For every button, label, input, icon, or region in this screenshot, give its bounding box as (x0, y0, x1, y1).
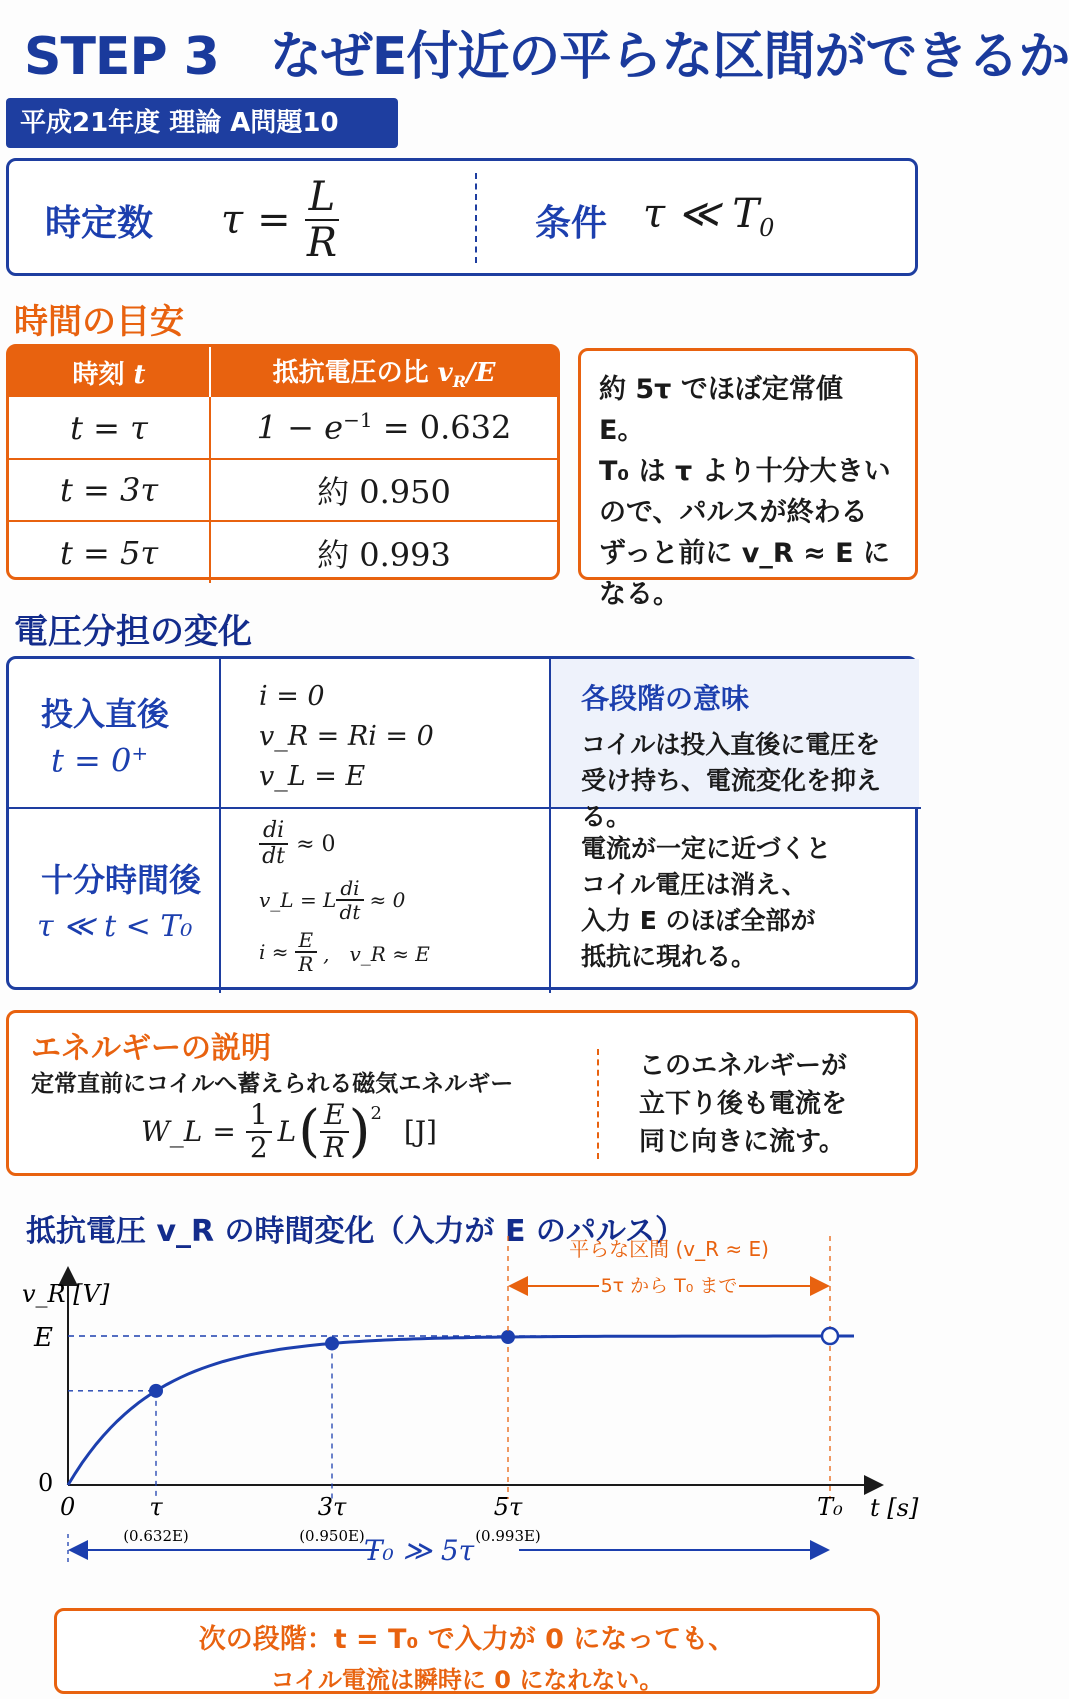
stage2-time: τ ≪ t < T₀ (37, 909, 193, 944)
stage1-equations: i = 0 v_R = Ri = 0 v_L = E (259, 681, 434, 792)
flat-range-annotation: 5τ から T₀ まで (600, 1275, 738, 1297)
y-tick-label: 0 (38, 1469, 54, 1497)
t0-open-point (822, 1328, 838, 1344)
y-tick-label: E (34, 1323, 53, 1353)
energy-formula: W_L = $\frac{1}{2}$ L ( $\frac{E}{R}$ ) $^2$ [J] (141, 1097, 437, 1164)
x-tick-label: 0 (60, 1493, 76, 1521)
guide-row: t = 5τ 約 0.993 (9, 521, 557, 583)
data-point (501, 1330, 515, 1344)
data-point (149, 1384, 163, 1398)
graph-title: 抵抗電圧 v_R の時間変化（入力が E のパルス） (26, 1214, 686, 1249)
x-tick-label: τ (149, 1493, 163, 1521)
time-constant-box (6, 158, 918, 276)
stage2-eq1: $\frac{di}{dt}$ ≈ 0 (259, 819, 336, 869)
next-line1: 次の段階：t = T₀ で入力が 0 になっても、 (198, 1624, 736, 1655)
x-tick-sublabel: (0.993E) (475, 1527, 541, 1545)
time-constant-formula: τ = $\frac{L}{R}$ (221, 175, 339, 265)
problem-tag: 平成21年度 理論 A問題10 (6, 98, 398, 148)
guide-col1-header: 時刻 t (72, 359, 146, 390)
guide-table (6, 344, 560, 580)
next-step-box (54, 1608, 880, 1694)
energy-desc: 定常直前にコイルへ蓄えられる磁気エネルギー (31, 1071, 514, 1097)
divider (475, 173, 477, 263)
page-title: STEP 3 なぜE付近の平らな区間ができるか (24, 27, 1069, 87)
stage1-time: t = 0+ (51, 741, 149, 780)
x-tick-label: 3τ (317, 1493, 347, 1521)
stage1-label: 投入直後 (41, 695, 170, 733)
condition-formula: τ ≪ $T_0$ (643, 191, 775, 242)
energy-box (6, 1010, 918, 1176)
energy-heading: エネルギーの説明 (31, 1031, 271, 1066)
x-tick-sublabel: (0.950E) (299, 1527, 365, 1545)
stage2-eq2: v_L = L $\frac{di}{dt}$ ≈ 0 (259, 876, 406, 924)
span-annotation: T₀ ≫ 5τ (363, 1534, 475, 1567)
x-axis-label: t [s] (870, 1494, 919, 1522)
voltage-table (6, 656, 918, 990)
stage2-meaning: 電流が一定に近づくと コイル電圧は消え、 入力 E のほぼ全部が 抵抗に現れる。 (581, 834, 832, 971)
guide-heading: 時間の目安 (14, 302, 184, 342)
energy-note: このエネルギーが 立下り後も電流を 同じ向きに流す。 (639, 1051, 848, 1157)
vr-curve (68, 1336, 854, 1485)
x-tick-sublabel: (0.632E) (123, 1527, 189, 1545)
meaning-heading: 各段階の意味 (581, 682, 750, 715)
flat-annotation: 平らな区間 (v_R ≈ E) (569, 1237, 769, 1261)
guide-col2-header: 抵抗電圧の比 $v_R/E$ (210, 347, 557, 397)
voltage-heading: 電圧分担の変化 (14, 612, 252, 652)
guide-row: t = 3τ 約 0.950 (9, 459, 557, 521)
guide-row: t = τ $1 - e^{-1} = 0.632$ (9, 397, 557, 459)
x-tick-label: T₀ (817, 1493, 843, 1521)
stage2-eq3: i ≈ $\frac{E}{R}$ , v_R ≈ E (259, 928, 430, 976)
next-line2: コイル電流は瞬時に 0 になれない。 (270, 1666, 664, 1694)
x-tick-label: 5τ (493, 1493, 523, 1521)
vr-time-chart (0, 1237, 926, 1570)
guide-note: 約 5τ でほぼ定常値 E。 T₀ は τ より十分大きい ので、パルスが終わる ずっと前に v_R ≈ E に なる。 (578, 348, 918, 580)
stage1-meaning: コイルは投入直後に電圧を 受け持ち、電流変化を抑える。 (581, 730, 882, 831)
condition-label: 条件 (535, 203, 608, 244)
time-constant-label: 時定数 (45, 203, 154, 244)
stage2-label: 十分時間後 (41, 861, 202, 899)
data-point (325, 1336, 339, 1350)
y-axis-label: v_R [V] (22, 1280, 110, 1308)
